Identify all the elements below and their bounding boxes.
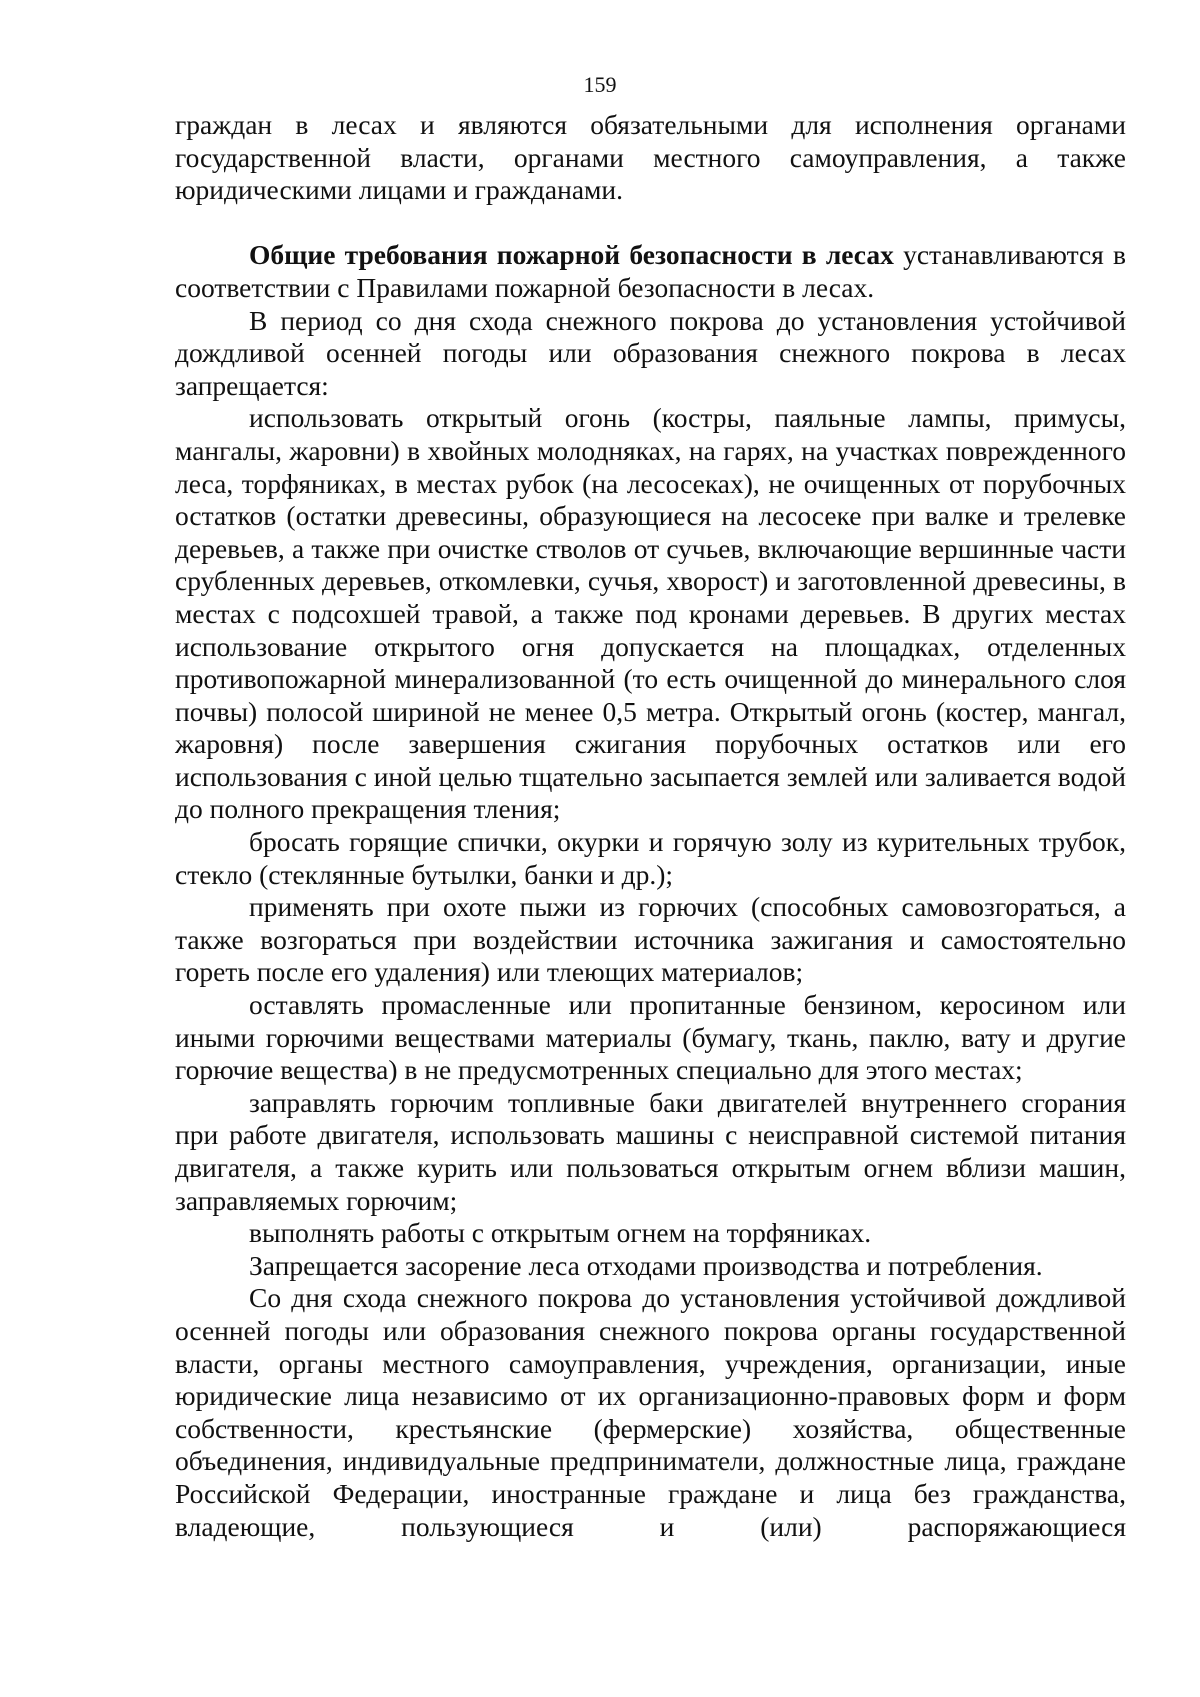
page-number: 159 — [583, 72, 617, 97]
section-heading-inline: Общие требования пожарной безопасности в лесах — [249, 239, 894, 271]
paragraph-continuation: граждан в лесах и являются обязательными для исполнения органами государственной власти, органами местного самоуправления, а также юридическими лицами и гражданами. — [175, 109, 1126, 206]
paragraph-peat-works: выполнять работы с открытым огнем на торфяниках. — [249, 1217, 872, 1249]
paragraph-matches: бросать горящие спички, окурки и горячую золу из курительных трубок, стекло (стеклянные бутылки, банки и др.); — [175, 826, 1126, 890]
paragraph-general-requirements — [175, 239, 1126, 304]
paragraph-refueling: заправлять горючим топливные баки двигателей внутреннего сгорания при работе двигателя, использовать машины с неисправной системой питания двигателя, а также курить или пользоваться открытым огнем вблизи машин, заправляемых горючим; — [175, 1086, 1126, 1216]
paragraph-hunting: применять при охоте пыжи из горючих (способных самовозгораться, а также возгораться при воздействии источника зажигания и самостоятельно гореть после его удаления) или тлеющих материалов; — [175, 891, 1126, 988]
paragraph-oily-materials: оставлять промасленные или пропитанные бензином, керосином или иными горючими веществами материалы (бумагу, ткань, паклю, вату и другие горючие вещества) в не предусмотренных специально для этого местах; — [175, 989, 1126, 1086]
paragraph-prohibition-intro: В период со дня схода снежного покрова до установления устойчивой дождливой осенней погоды или образования снежного покрова в лесах запрещается: — [175, 304, 1126, 401]
document-body — [175, 109, 1126, 1543]
paragraph-littering: Запрещается засорение леса отходами производства и потребления. — [249, 1249, 1043, 1281]
paragraph-gap — [175, 207, 1126, 240]
paragraph-authorities: Со дня схода снежного покрова до установления устойчивой дождливой осенней погоды или образования снежного покрова органы государственной власти, органы местного самоуправления, учреждения, организации, иные юридические лица независимо от их организационно-правовых форм и форм собственности, крестьянские (фермерские) хозяйства, общественные объединения, индивидуальные предприниматели, должностные лица, граждане Российской Федерации, иностранные граждане и лица без гражданства, владеющие, пользующиеся и (или) распоряжающиеся — [175, 1282, 1126, 1542]
paragraph-text: устанавливаются в соответствии с Правилами пожарной безопасности в лесах. — [175, 239, 1126, 303]
paragraph-open-fire: использовать открытый огонь (костры, паяльные лампы, примусы, мангалы, жаровни) в хвойных молодняках, на гарях, на участках поврежденного леса, торфяниках, в местах рубок (на лесосеках), не очищенных от порубочных остатков (остатки древесины, образующиеся на лесосеке при валке и трелевке деревьев, а также при очистке стволов от сучьев, включающие вершинные части срубленных деревьев, откомлевки, сучья, хворост) и заготовленной древесины, в местах с подсохшей травой, а также под кронами деревьев. В других местах использование открытого огня допускается на площадках, отделенных противопожарной минерализованной (то есть очищенной до минерального слоя почвы) полосой шириной не менее 0,5 метра. Открытый огонь (костер, мангал, жаровня) после завершения сжигания порубочных остатков или его использования с иной целью тщательно засыпается землей или заливается водой до полного прекращения тления; — [175, 402, 1126, 825]
